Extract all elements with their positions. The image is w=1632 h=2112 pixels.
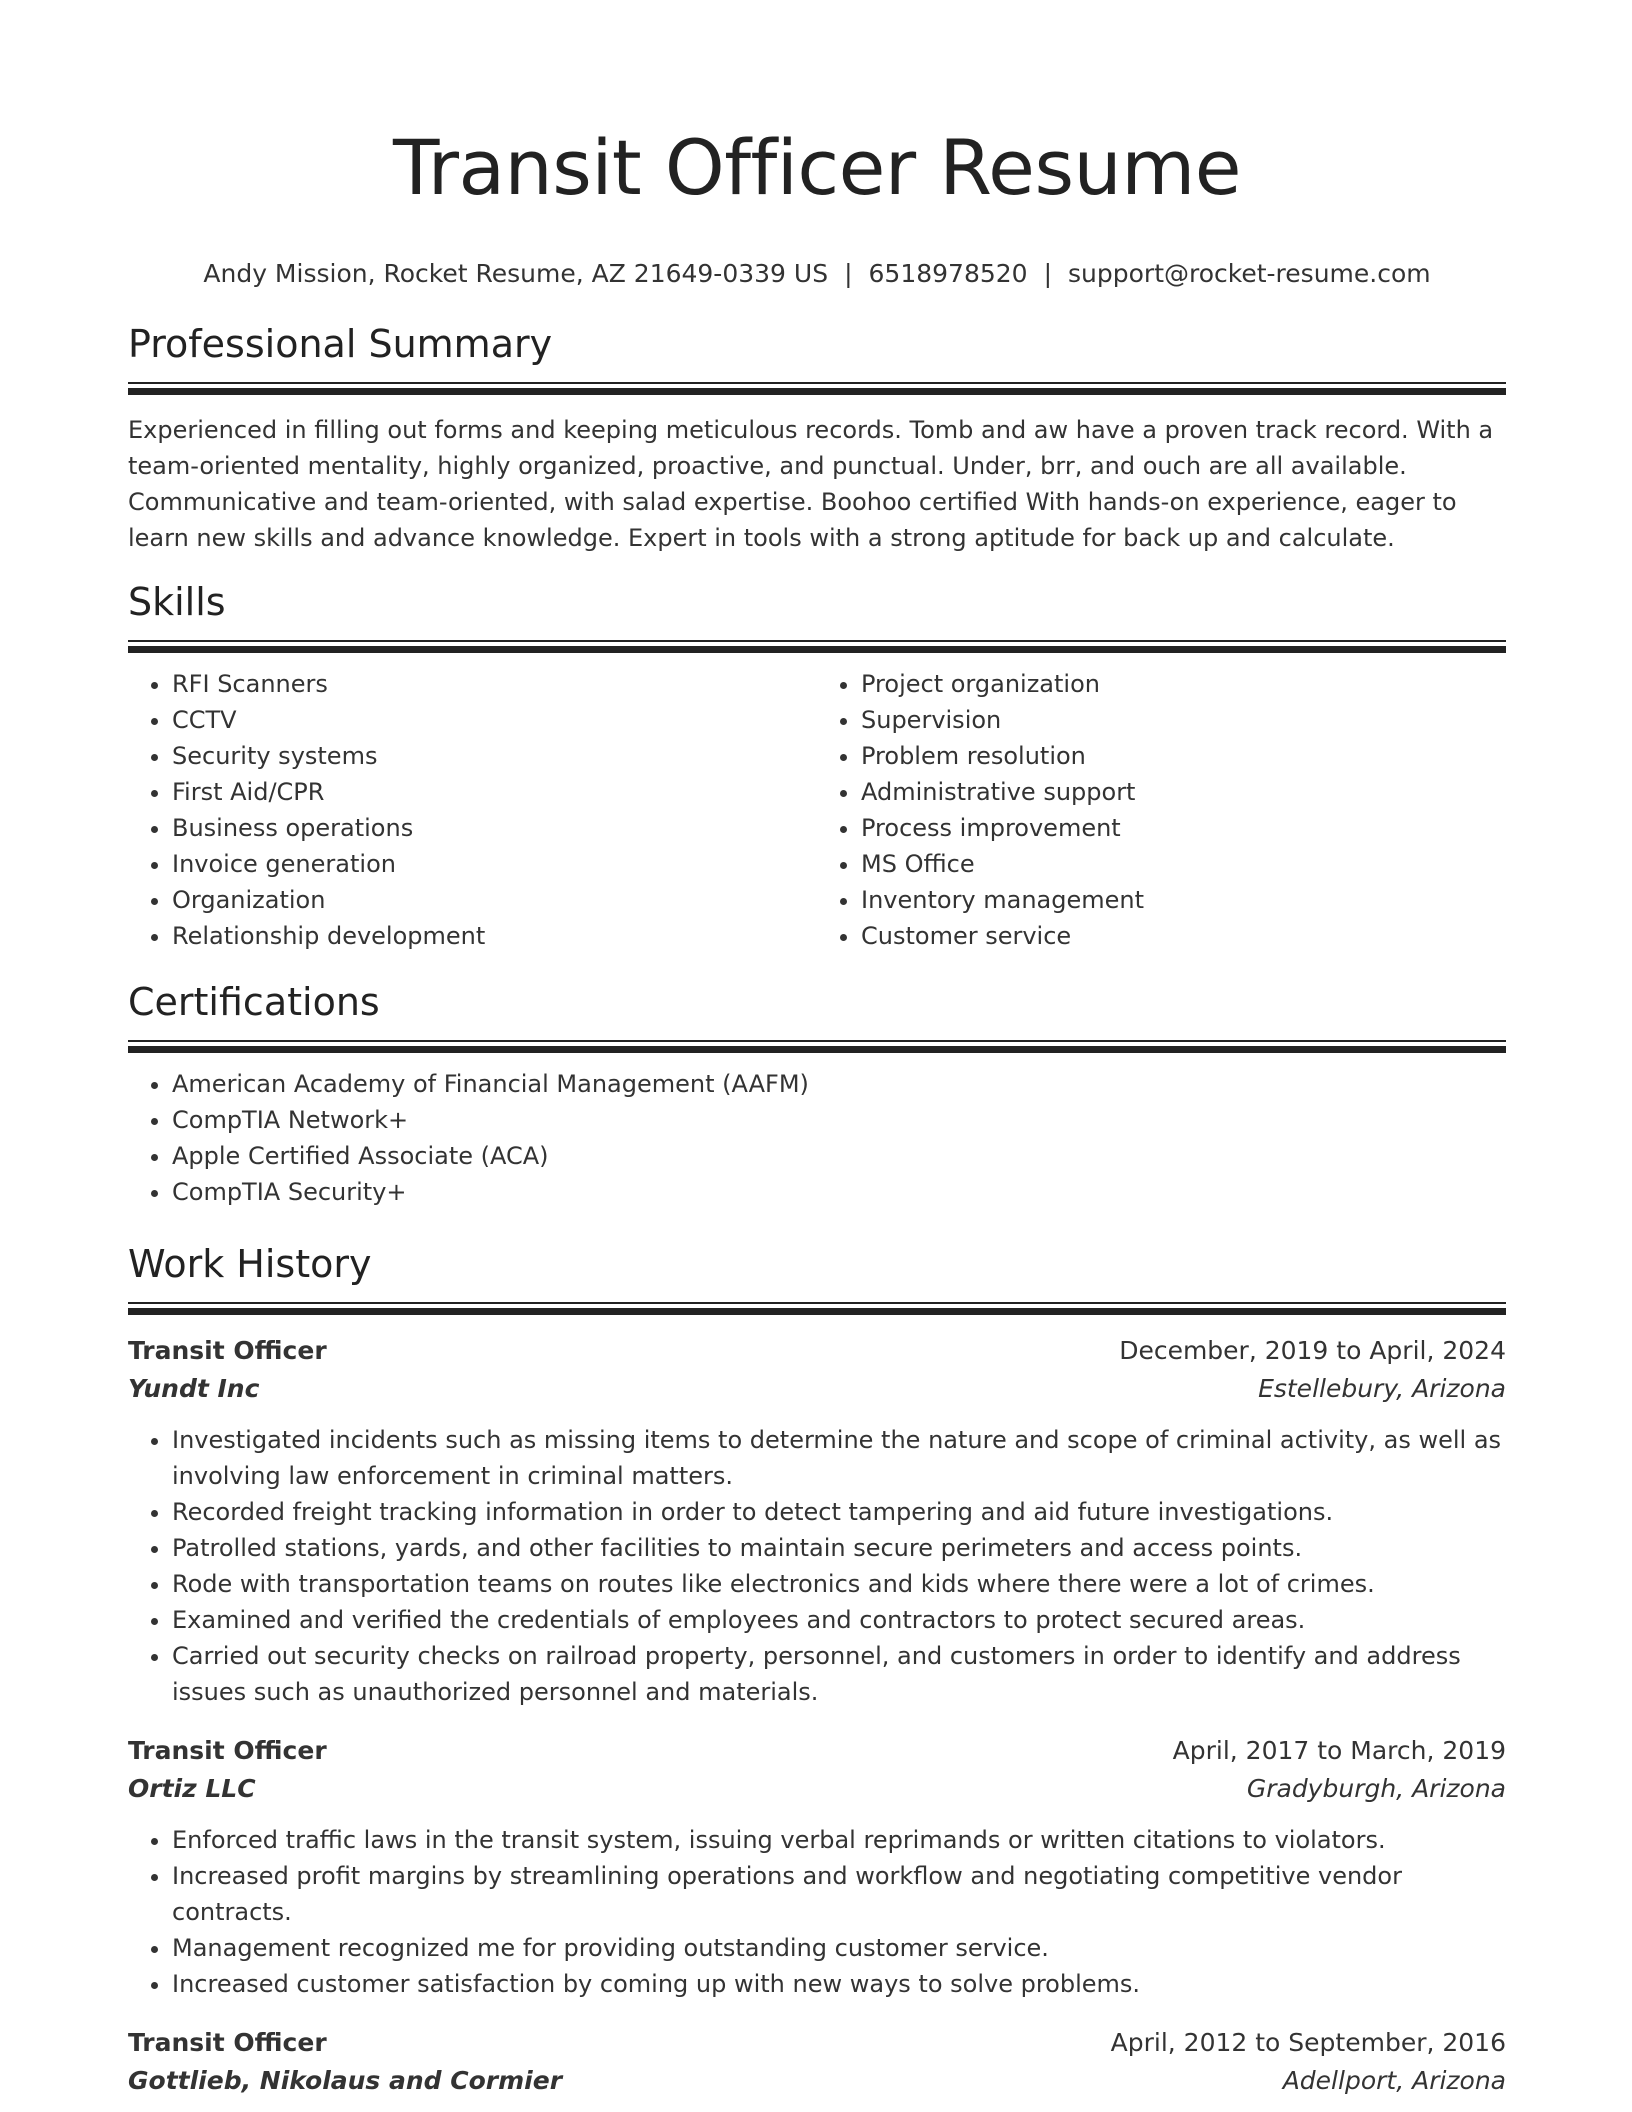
job-header-row [128,1732,1506,1770]
job-location: Adellport, Arizona [1282,2066,1506,2095]
job-dates: December, 2019 to April, 2024 [1119,1336,1506,1365]
certifications-list [128,1066,1506,1210]
skill-item: • Supervision [861,702,1506,738]
job-dates: April, 2012 to September, 2016 [1110,2028,1506,2057]
job-duty-item: • Rode with transportation teams on routes like electronics and kids where there were a lot of crimes. [172,1566,1506,1602]
skill-item: • Business operations [172,810,817,846]
contact-separator: | [1043,259,1053,288]
job-duties-list [128,1422,1506,1710]
summary-section-header [128,318,1506,396]
contact-separator: | [844,259,853,288]
certification-item: • CompTIA Network+ [172,1102,1506,1138]
summary-heading: Professional Summary [128,322,553,366]
skills-right-list [817,666,1506,954]
skill-item: • Customer service [861,918,1506,954]
contact-address: Andy Mission, Rocket Resume, AZ 21649-0339 US [203,259,829,288]
skill-item: • Project organization [861,666,1506,702]
skill-item: • Problem resolution [861,738,1506,774]
skill-item: • RFI Scanners [172,666,817,702]
job-company-row [128,1770,1506,1808]
skill-item: • Process improvement [861,810,1506,846]
job-company: Gottlieb, Nikolaus and Cormier [128,2066,563,2095]
job-dates: April, 2017 to March, 2019 [1172,1736,1506,1765]
skill-item: • Relationship development [172,918,817,954]
skill-item: • Inventory management [861,882,1506,918]
skill-item: • CCTV [172,702,817,738]
section-divider [128,1040,1506,1054]
resume-title: Transit Officer Resume [392,123,1241,212]
job-duty-item: • Patrolled stations, yards, and other facilities to maintain secure perimeters and access points. [172,1530,1506,1566]
job-duty-item: • Increased customer satisfaction by coming up with new ways to solve problems. [172,1966,1506,2002]
job-company-row [128,1370,1506,1408]
job-header-row [128,1332,1506,1370]
work-section-header [128,1238,1506,1316]
job-entry [128,1732,1506,2002]
job-duty-item: • Carried out security checks on railroad property, personnel, and customers in order to identify and address issues such as unauthorized personnel and materials. [172,1638,1506,1710]
skill-item: • Invoice generation [172,846,817,882]
work-history-list [128,1332,1506,2100]
job-company-row [128,2062,1506,2100]
job-company: Yundt Inc [128,1374,260,1403]
job-entry [128,1332,1506,1710]
certifications-heading: Certifications [128,980,380,1024]
skill-item: • Organization [172,882,817,918]
job-duty-item: • Examined and verified the credentials of employees and contractors to protect secured areas. [172,1602,1506,1638]
job-location: Estellebury, Arizona [1258,1374,1506,1403]
work-heading: Work History [128,1242,372,1286]
skill-item: • Administrative support [861,774,1506,810]
skill-item: • First Aid/CPR [172,774,817,810]
contact-line [128,254,1506,294]
job-title: Transit Officer [128,2028,327,2057]
skills-section-header [128,576,1506,654]
job-duty-item: • Recorded freight tracking information in order to detect tampering and aid future investigations. [172,1494,1506,1530]
job-duty-item: • Enforced traffic laws in the transit system, issuing verbal reprimands or written citations to violators. [172,1822,1506,1858]
skills-heading: Skills [128,580,226,624]
job-duty-item: • Investigated incidents such as missing items to determine the nature and scope of criminal activity, as well as involving law enforcement in criminal matters. [172,1422,1506,1494]
skills-grid [128,666,1506,954]
job-duty-item: • Increased profit margins by streamlining operations and workflow and negotiating competitive vendor contracts. [172,1858,1506,1930]
skill-item: • MS Office [861,846,1506,882]
job-entry [128,2024,1506,2100]
certifications-section-header [128,976,1506,1054]
job-location: Gradyburgh, Arizona [1246,1774,1506,1803]
section-divider [128,640,1506,654]
job-title: Transit Officer [128,1336,327,1365]
certification-item: • American Academy of Financial Management (AAFM) [172,1066,1506,1102]
section-divider [128,1302,1506,1316]
job-duty-item: • Management recognized me for providing outstanding customer service. [172,1930,1506,1966]
job-title: Transit Officer [128,1736,327,1765]
skill-item: • Security systems [172,738,817,774]
certification-item: • CompTIA Security+ [172,1174,1506,1210]
contact-phone: 6518978520 [868,259,1028,288]
contact-email: support@rocket-resume.com [1068,259,1431,288]
job-header-row [128,2024,1506,2062]
summary-text: Experienced in filling out forms and keeping meticulous records. Tomb and aw have a proven track record. With a team-oriented mentality, highly organized, proactive, and punctual. Under, brr, and ouch are all available. Communicative and team-oriented, with salad expertise. Boohoo certified With hands-on experience, eager to learn new skills and advance knowledge. Expert in tools with a strong aptitude for back up and calculate. [128,416,1494,552]
skills-left-list [128,666,817,954]
resume-page [128,0,1506,2100]
job-company: Ortiz LLC [128,1774,256,1803]
job-duties-list [128,1822,1506,2002]
section-divider [128,382,1506,396]
certification-item: • Apple Certified Associate (ACA) [172,1138,1506,1174]
